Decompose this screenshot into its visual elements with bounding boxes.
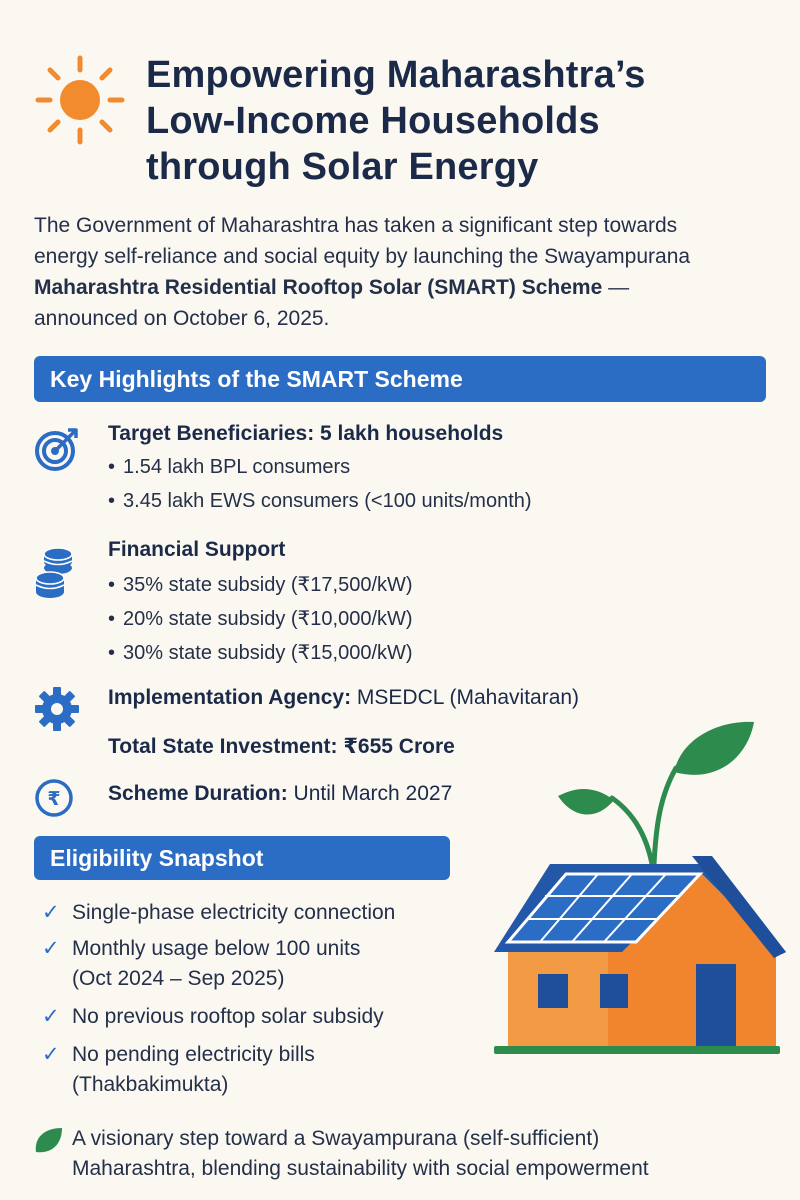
title-line-1: Empowering Maharashtra’s [146, 54, 646, 96]
intro-line-2: energy self-reliance and social equity by launching the Swayampurana [34, 245, 691, 268]
eligibility-item-subtext: (Thakbakimukta) [72, 1073, 229, 1096]
eligibility-heading: Eligibility Snapshot [34, 836, 450, 880]
eligibility-item [42, 898, 482, 928]
agency-label: Implementation Agency: [108, 686, 352, 709]
target-beneficiaries-label: Target Beneficiaries: 5 lakh households [108, 422, 504, 445]
intro-paragraph [34, 210, 784, 334]
financial-bullet-3: • 30% state subsidy (₹15,000/kW) [108, 640, 413, 665]
duration-label: Scheme Duration: [108, 782, 288, 805]
eligibility-item-text: No pending electricity bills [72, 1043, 315, 1066]
eligibility-item [42, 934, 482, 994]
target-bullet-1: • 1.54 lakh BPL consumers [108, 456, 350, 479]
target-icon [34, 426, 80, 472]
check-icon: ✓ [42, 1005, 60, 1028]
eligibility-item-subtext: (Oct 2024 – Sep 2025) [72, 967, 285, 990]
intro-line-4: announced on October 6, 2025. [34, 307, 330, 330]
check-icon: ✓ [42, 937, 60, 960]
total-investment: Total State Investment: ₹655 Crore [108, 735, 455, 758]
eligibility-item-text: Single-phase electricity connection [72, 901, 396, 924]
scheme-name: Maharashtra Residential Rooftop Solar (SMART) Scheme [34, 276, 603, 299]
eligibility-item-text: Monthly usage below 100 units [72, 937, 361, 960]
financial-support-label: Financial Support [108, 538, 286, 561]
financial-bullet-1: • 35% state subsidy (₹17,500/kW) [108, 572, 413, 597]
scheme-duration [108, 782, 452, 806]
intro-dash: — [602, 276, 630, 299]
title-line-2: Low-Income Households [146, 100, 600, 142]
gear-icon [34, 686, 80, 732]
target-bullet-2: • 3.45 lakh EWS consumers (<100 units/month) [108, 490, 532, 513]
rupee-icon [34, 778, 74, 818]
footer-line-2: Maharashtra, blending sustainability with social empowerment [72, 1157, 649, 1180]
leaf-icon [32, 1124, 64, 1156]
check-icon: ✓ [42, 1043, 60, 1066]
page-title [146, 52, 786, 190]
implementation-agency [108, 686, 579, 710]
highlights-heading: Key Highlights of the SMART Scheme [34, 356, 766, 402]
solar-house-illustration [486, 716, 786, 1062]
title-line-3: through Solar Energy [146, 146, 539, 188]
eligibility-item-text: No previous rooftop solar subsidy [72, 1005, 384, 1028]
intro-line-3 [34, 272, 784, 303]
duration-value: Until March 2027 [287, 782, 453, 805]
sun-icon [32, 52, 128, 148]
eligibility-item [42, 1040, 482, 1100]
intro-line-1: The Government of Maharashtra has taken a significant step towards [34, 214, 678, 237]
coins-icon [34, 546, 78, 600]
footer-line-1: A visionary step toward a Swayampurana (self-sufficient) [72, 1127, 600, 1150]
check-icon: ✓ [42, 901, 60, 924]
footer-tagline [72, 1124, 792, 1184]
eligibility-item [42, 1002, 482, 1032]
svg-text:₹: ₹ [47, 788, 61, 810]
financial-bullet-2: • 20% state subsidy (₹10,000/kW) [108, 606, 413, 631]
agency-value: MSEDCL (Mahavitaran) [351, 686, 580, 709]
